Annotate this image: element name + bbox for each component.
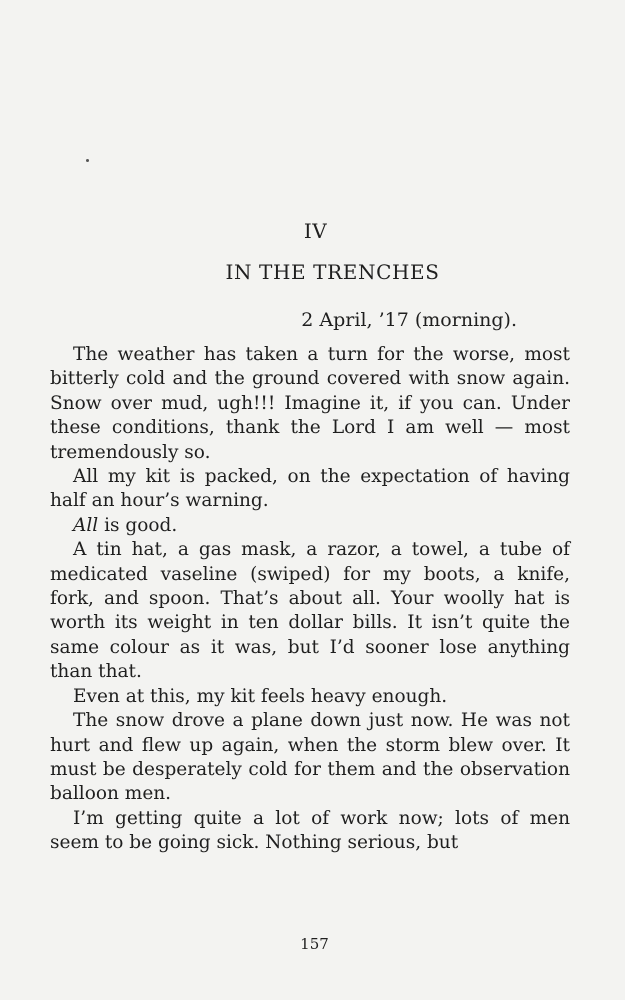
entry-date: 2 April, ’17 (morning). <box>301 309 517 331</box>
paragraph-7: I’m getting quite a lot of work now; lots of men seem to be going sick. Nothing serious, but <box>50 807 570 854</box>
chapter-title: IN THE TRENCHES <box>225 260 440 284</box>
paragraph-3 <box>50 514 570 538</box>
paragraph-6: The snow drove a plane down just now. He was not hurt and flew up again, when the storm blew over. It must be desperately cold for them and the observation balloon men. <box>50 710 570 805</box>
paragraph-3-rest: is good. <box>98 514 178 536</box>
paragraph-3-emphasis: All <box>73 514 99 536</box>
paragraph-5: Even at this, my kit feels heavy enough. <box>73 685 448 707</box>
page-number: 157 <box>300 935 329 953</box>
paragraph-2: All my kit is packed, on the expectation of having half an hour’s warning. <box>50 466 570 512</box>
paragraph-4: A tin hat, a gas mask, a razor, a towel, a tube of medicated vaseline (swiped) for my boots, a knife, fork, and spoon. That’s about all. Your woolly hat is worth its weight in ten dollar bills. It isn’t quite the same colour as it was, but I’d sooner lose anything than that. <box>50 539 570 683</box>
paragraph-1: The weather has taken a turn for the worse, most bitterly cold and the ground covered with snow again. Snow over mud, ugh!!! Imagine it, if you can. Under these conditions, thank the Lord I am well — most tremendously so. <box>50 344 570 463</box>
chapter-number: IV <box>303 219 328 243</box>
body-text <box>50 343 570 856</box>
paper-speck <box>86 159 89 162</box>
